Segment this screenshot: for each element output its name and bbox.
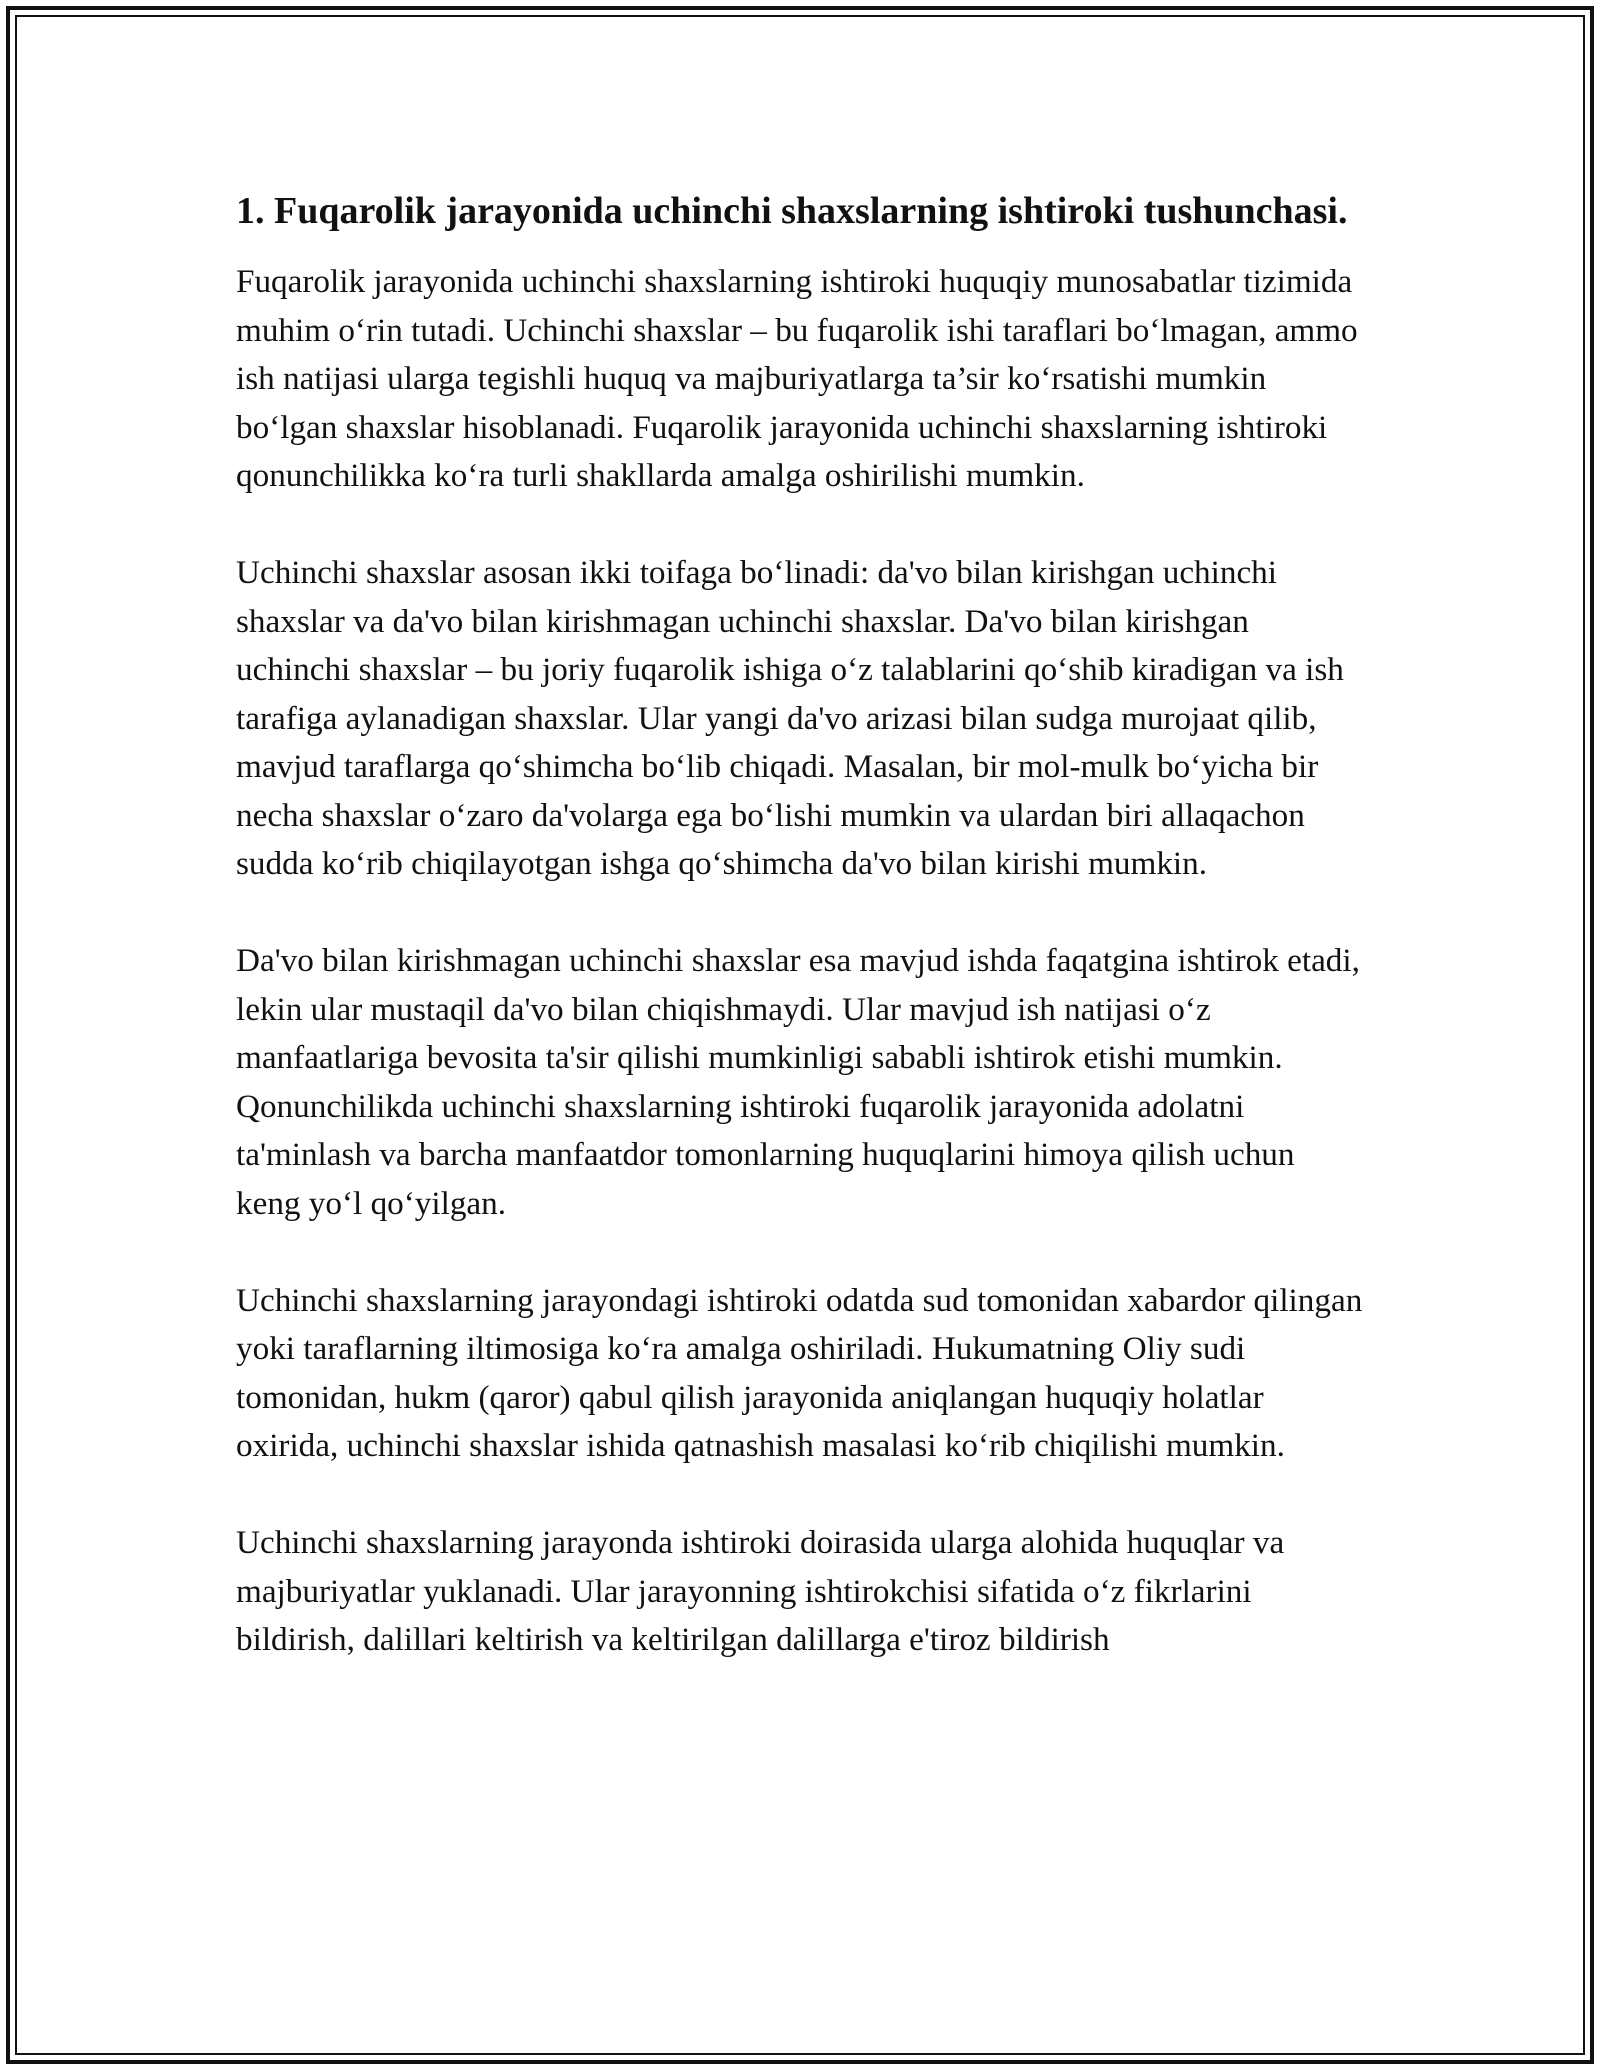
section-heading: 1. Fuqarolik jarayonida uchinchi shaxslarning ishtiroki tushunchasi. [236,190,1348,232]
paragraph-1: Fuqarolik jarayonida uchinchi shaxslarning ishtiroki huquqiy munosabatlar tizimida muhim o‘rin tutadi. Uchinchi shaxslar – bu fuqarolik ishi taraflari bo‘lmagan, ammo ish natijasi ularga tegishli huquq va majburiyatlarga ta’sir ko‘rsatishi mumkin bo‘lgan shaxslar hisoblanadi. Fuqarolik jarayonida uchinchi shaxslarning ishtiroki qonunchilikka ko‘ra turli shakllarda amalga oshirilishi mumkin. [236,263,1358,494]
paragraph-4: Uchinchi shaxslarning jarayondagi ishtiroki odatda sud tomonidan xabardor qilingan yoki taraflarning iltimosiga ko‘ra amalga oshiriladi. Hukumatning Oliy sudi tomonidan, hukm (qaror) qabul qilish jarayonida aniqlangan huquqiy holatlar oxirida, uchinchi shaxslar ishida qatnashish masalasi ko‘rib chiqilishi mumkin. [236,1281,1363,1464]
paragraph-2: Uchinchi shaxslar asosan ikki toifaga bo‘linadi: da'vo bilan kirishgan uchinchi shaxslar va da'vo bilan kirishmagan uchinchi shaxslar. Da'vo bilan kirishgan uchinchi shaxslar – bu joriy fuqarolik ishiga o‘z talablarini qo‘shib kiradigan va ish tarafiga aylanadigan shaxslar. Ular yangi da'vo arizasi bilan sudga murojaat qilib, mavjud taraflarga qo‘shimcha bo‘lib chiqadi. Masalan, bir mol-mulk bo‘yicha bir necha shaxslar o‘zaro da'volarga ega bo‘lishi mumkin va ulardan biri allaqachon sudda ko‘rib chiqilayotgan ishga qo‘shimcha da'vo bilan kirishi mumkin. [236,554,1344,882]
paragraph-5: Uchinchi shaxslarning jarayonda ishtiroki doirasida ularga alohida huquqlar va majburiyatlar yuklanadi. Ular jarayonning ishtirokchisi sifatida o‘z fikrlarini bildirish, dalillari keltirish va keltirilgan dalillarga e'tiroz bildirish [236,1524,1285,1658]
document-body [236,186,1366,1713]
paragraph-3: Da'vo bilan kirishmagan uchinchi shaxslar esa mavjud ishda faqatgina ishtirok etadi, lekin ular mustaqil da'vo bilan chiqishmaydi. Ular mavjud ish natijasi o‘z manfaatlariga bevosita ta'sir qilishi mumkinligi sababli ishtirok etishi mumkin. Qonunchilikda uchinchi shaxslarning ishtiroki fuqarolik jarayonida adolatni ta'minlash va barcha manfaatdor tomonlarning huquqlarini himoya qilish uchun keng yo‘l qo‘yilgan. [236,942,1360,1222]
